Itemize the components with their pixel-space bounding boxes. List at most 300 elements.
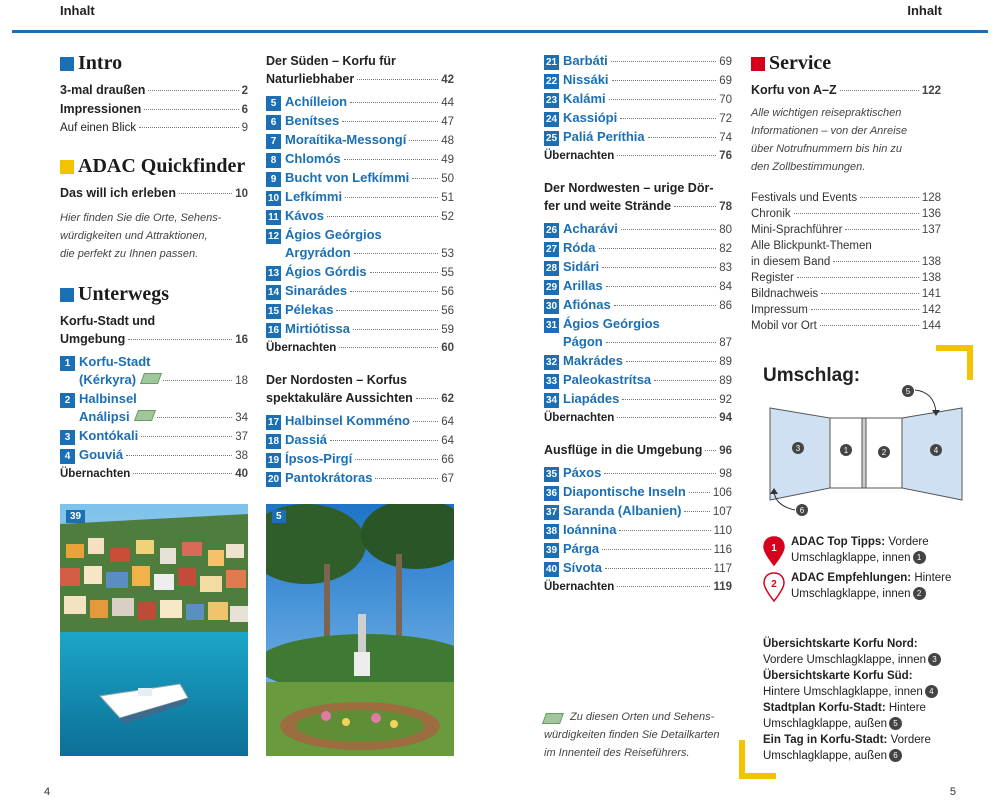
toc-entry[interactable] [60, 100, 248, 119]
place-entry[interactable] [266, 169, 454, 188]
leader-dots [860, 197, 919, 198]
place-name-cont: Argyrádon [285, 245, 351, 260]
leader-dots [602, 549, 711, 550]
place-entry[interactable] [544, 296, 732, 315]
section-intro: Intro [60, 52, 248, 75]
diagram-number: 4 [933, 446, 939, 455]
place-name: Chlomós [285, 151, 341, 166]
leader-dots [330, 440, 438, 441]
entry-page: 56 [441, 286, 454, 298]
place-name: Halbinsel [79, 391, 137, 406]
place-name-cont: Análipsi [79, 409, 130, 424]
place-entry[interactable] [266, 469, 454, 488]
place-entry[interactable] [60, 371, 248, 390]
entry-page: 106 [712, 487, 732, 499]
leader-dots [413, 421, 438, 422]
place-entry[interactable] [544, 90, 732, 109]
entry-title: 3-mal draußen [60, 83, 146, 97]
place-number: 2 [60, 393, 75, 408]
place-name: Liapádes [563, 391, 620, 406]
region-heading: Der Nordosten – Korfus [266, 373, 407, 387]
entry-title: Impressionen [60, 102, 142, 116]
place-name: Kassiópi [563, 110, 618, 125]
leader-dots [144, 109, 238, 110]
entry-page: 128 [921, 192, 941, 204]
place-number: 32 [545, 357, 558, 368]
entry-title: Mobil vor Ort [751, 320, 817, 332]
place-number: 40 [545, 564, 558, 575]
entry-page: 84 [719, 281, 732, 293]
place-number: 4 [60, 449, 75, 464]
description-line: über Notrufnummern bis hin zu [751, 143, 903, 155]
leader-dots [606, 286, 716, 287]
square-icon [60, 57, 74, 71]
toc-entry[interactable]: Korfu von A–Z 122 [751, 83, 941, 97]
leader-dots [619, 530, 710, 531]
place-name: Korfu-Stadt [79, 354, 151, 369]
leader-dots [689, 492, 710, 493]
reference-line [763, 652, 993, 668]
cover-diagram [762, 380, 972, 520]
leader-dots [606, 342, 716, 343]
entry-page: 38 [235, 450, 248, 462]
place-name: Párga [563, 541, 600, 556]
square-icon [751, 57, 765, 71]
place-number: 30 [545, 301, 558, 312]
reference-text: Hintere [914, 572, 952, 584]
place-name: Pantokrátoras [285, 470, 373, 485]
entry-page: 110 [713, 525, 732, 537]
entry-page: 87 [719, 337, 732, 349]
place-entry[interactable] [266, 282, 454, 301]
leader-dots [344, 159, 439, 160]
reference-label: Übersichtskarte Korfu Süd: [763, 670, 913, 682]
leader-dots [602, 267, 716, 268]
section-unterwegs: Unterwegs [60, 283, 248, 306]
leader-dots [148, 90, 238, 91]
place-entry[interactable] [266, 263, 454, 282]
cover-number-icon: 3 [928, 653, 941, 666]
place-number: 22 [545, 76, 558, 87]
note-line: im Innenteil des Reiseführers. [544, 747, 690, 759]
reference-label: ADAC Empfehlungen: [791, 572, 912, 584]
place-name: Diapontische Inseln [563, 484, 686, 499]
toc-entry[interactable]: Das will ich erleben 10 [60, 186, 248, 200]
place-entry[interactable] [544, 502, 732, 521]
column-4 [751, 52, 941, 334]
toc-entry[interactable] [751, 206, 941, 222]
place-entry[interactable] [266, 244, 454, 263]
toc-entry[interactable] [751, 318, 941, 334]
place-name: Lefkímmi [285, 189, 343, 204]
toc-entry[interactable] [751, 222, 941, 238]
reference-line [763, 732, 993, 748]
leader-dots [821, 293, 919, 294]
entry-page: 48 [441, 135, 454, 147]
leader-dots [794, 213, 919, 214]
place-number: 25 [545, 133, 558, 144]
leader-dots [355, 459, 438, 460]
place-entry[interactable] [544, 109, 732, 128]
toc-entry[interactable]: Übernachten 60 [266, 342, 454, 354]
photo-parga [60, 504, 248, 756]
place-name-cont: Págon [563, 334, 603, 349]
place-name: Ágios Górdis [285, 264, 367, 279]
place-entry[interactable] [544, 464, 732, 483]
reference-label: ADAC Top Tipps: [791, 536, 886, 548]
place-number: 11 [266, 210, 281, 225]
place-number: 5 [266, 96, 281, 111]
entry-page: 117 [713, 563, 732, 575]
leader-dots [350, 102, 438, 103]
toc-entry[interactable] [751, 270, 941, 286]
leader-dots [622, 399, 716, 400]
toc-entry[interactable] [751, 254, 941, 270]
place-entry[interactable] [266, 188, 454, 207]
leader-dots [409, 140, 438, 141]
toc-entry[interactable]: Übernachten 40 [60, 468, 248, 480]
place-entry[interactable] [266, 150, 454, 169]
entry-page: 69 [719, 75, 732, 87]
entry-title: Auf einen Blick [60, 122, 137, 134]
leader-dots [620, 118, 716, 119]
leader-dots [126, 455, 232, 456]
entry-page: 142 [921, 304, 941, 316]
square-icon [60, 160, 74, 174]
leader-dots [375, 478, 438, 479]
place-entry[interactable] [544, 352, 732, 371]
place-entry[interactable] [60, 446, 248, 465]
place-number: 18 [267, 436, 280, 447]
cover-reference [763, 732, 993, 764]
recommendation-icon [763, 572, 785, 602]
place-number: 7 [266, 134, 281, 149]
leader-dots [370, 272, 439, 273]
toc-entry[interactable]: Umgebung 16 [60, 332, 248, 346]
cover-number-icon: 6 [889, 749, 902, 762]
place-entry[interactable] [266, 431, 454, 450]
leader-dots [605, 568, 711, 569]
place-name: Páxos [563, 465, 602, 480]
place-number: 13 [267, 268, 280, 279]
place-entry[interactable] [266, 112, 454, 131]
toc-entry[interactable] [751, 190, 941, 206]
photo-achilleion [266, 504, 454, 756]
place-number: 31 [545, 320, 558, 331]
place-entry[interactable] [266, 207, 454, 226]
place-entry[interactable] [544, 277, 732, 296]
place-entry-line[interactable] [544, 315, 732, 333]
description-line: die perfekt zu Ihnen passen. [60, 248, 199, 260]
toc-entry[interactable]: Ausflüge in die Umgebung 96 [544, 443, 732, 457]
reference-line [791, 586, 993, 602]
group-heading: Korfu-Stadt und [60, 314, 156, 328]
cover-number-icon: 5 [889, 717, 902, 730]
place-name: Achílleion [285, 94, 348, 109]
entry-page: 52 [441, 211, 454, 223]
place-name: Nissáki [563, 72, 609, 87]
column-3 [544, 52, 732, 596]
place-entry[interactable] [544, 220, 732, 239]
place-entry[interactable] [60, 427, 248, 446]
place-entry[interactable] [266, 93, 454, 112]
toc-entry[interactable]: Naturliebhaber 42 [266, 72, 454, 86]
place-name: Mirtiótissa [285, 321, 351, 336]
leader-dots [797, 277, 919, 278]
reference-line [763, 748, 993, 764]
reference-label: Stadtplan Korfu-Stadt: [763, 702, 886, 714]
entry-page: 47 [441, 116, 454, 128]
entry-page: 144 [921, 320, 941, 332]
place-entry-line[interactable] [60, 390, 248, 408]
entry-page: 89 [719, 375, 732, 387]
place-entry[interactable] [60, 408, 248, 427]
description-line: Informationen – von der Anreise [751, 125, 908, 137]
entry-title: Mini-Sprachführer [751, 224, 843, 236]
place-entry[interactable] [266, 301, 454, 320]
leader-dots [141, 436, 232, 437]
place-name-cont: (Kérkyra) [79, 372, 137, 387]
reference-text: Umschlagklappe, innen [791, 552, 911, 564]
place-number: 39 [545, 545, 558, 556]
toc-entry[interactable]: Übernachten 94 [544, 412, 732, 424]
photo-badge: 39 [66, 510, 85, 523]
entry-page: 50 [441, 173, 454, 185]
entry-title: in diesem Band [751, 256, 831, 268]
place-number: 19 [267, 455, 280, 466]
note-line: Zu diesen Orten und Sehens- [570, 711, 715, 723]
place-entry-line[interactable] [266, 226, 454, 244]
description-line: den Zollbestimmungen. [751, 161, 866, 173]
place-name: Ípsos-Pirgí [285, 451, 353, 466]
reference-line [763, 684, 993, 700]
place-number: 23 [545, 95, 558, 106]
place-entry[interactable] [544, 559, 732, 578]
garden-palms-image [266, 504, 454, 756]
leader-dots [604, 473, 716, 474]
reference-line [763, 716, 993, 732]
place-name: Kalámi [563, 91, 606, 106]
toc-entry[interactable] [751, 286, 941, 302]
reference-text: Umschlagklappe, außen [763, 718, 888, 730]
entry-title: Festivals und Events [751, 192, 858, 204]
entry-page: 141 [921, 288, 941, 300]
place-entry[interactable] [266, 131, 454, 150]
leader-dots [599, 248, 717, 249]
toc-entry[interactable]: fer und weite Strände 78 [544, 199, 732, 213]
place-name: Paliá Períthia [563, 129, 645, 144]
entry-page: 59 [441, 324, 454, 336]
cover-number-icon: 4 [925, 685, 938, 698]
leader-dots [412, 178, 438, 179]
entry-page: 82 [719, 243, 732, 255]
leader-dots [327, 216, 438, 217]
place-name: Pélekas [285, 302, 334, 317]
entry-page: 64 [441, 416, 454, 428]
place-name: Makrádes [563, 353, 623, 368]
place-number: 24 [545, 114, 558, 125]
leader-dots [833, 261, 919, 262]
tips-box [763, 534, 993, 606]
entry-title: Alle Blickpunkt-Themen [751, 240, 872, 252]
leader-dots [345, 197, 438, 198]
place-number: 3 [60, 430, 75, 445]
reference-text: Umschlagklappe, außen [763, 750, 888, 762]
place-name: Kontókali [79, 428, 139, 443]
place-number: 33 [545, 376, 558, 387]
cover-reference [763, 534, 993, 566]
place-entry[interactable] [266, 320, 454, 339]
entry-page: 66 [441, 454, 454, 466]
leader-dots [139, 127, 239, 128]
place-entry[interactable] [544, 483, 732, 502]
entry-page: 37 [235, 431, 248, 443]
diagram-number: 2 [881, 448, 887, 457]
entry-page: 2 [241, 85, 248, 97]
reference-text: Vordere [890, 734, 931, 746]
place-number: 29 [545, 282, 558, 293]
place-entry[interactable] [544, 540, 732, 559]
entry-page: 89 [719, 356, 732, 368]
place-name: Bucht von Lefkímmi [285, 170, 410, 185]
cover-reference [763, 700, 993, 732]
section-service: Service [751, 52, 941, 75]
entry-page: 138 [921, 256, 941, 268]
reference-label: Übersichtskarte Korfu Nord: [763, 638, 918, 650]
place-entry[interactable] [544, 333, 732, 352]
place-entry[interactable] [544, 239, 732, 258]
entry-title: Bildnachweis [751, 288, 819, 300]
entry-page: 51 [441, 192, 454, 204]
place-number: 14 [267, 287, 280, 298]
leader-dots [157, 417, 233, 418]
entry-page: 67 [441, 473, 454, 485]
place-number: 28 [545, 263, 558, 274]
column-2 [266, 52, 454, 488]
diagram-number: 6 [799, 506, 805, 515]
place-entry-line[interactable] [60, 353, 248, 371]
entry-title: Chronik [751, 208, 791, 220]
description-line: Hier finden Sie die Orte, Sehens- [60, 212, 222, 224]
place-entry[interactable] [544, 258, 732, 277]
cover-reference [763, 636, 993, 668]
place-number: 37 [545, 507, 558, 518]
entry-page: 138 [921, 272, 941, 284]
note-line: würdigkeiten finden Sie Detailkarten [544, 729, 720, 741]
place-name: Afiónas [563, 297, 611, 312]
reference-line [763, 636, 993, 652]
place-number: 36 [545, 488, 558, 499]
entry-page: 34 [235, 412, 248, 424]
entry-page: 53 [441, 248, 454, 260]
leader-dots [353, 329, 438, 330]
place-entry[interactable] [544, 52, 732, 71]
reference-text: Vordere Umschlagklappe, innen [763, 654, 927, 666]
place-entry[interactable] [266, 412, 454, 431]
place-number: 34 [545, 395, 558, 406]
cover-number-icon: 2 [913, 587, 926, 600]
place-name: Moraítika-Messongí [285, 132, 407, 147]
entry-page: 70 [719, 94, 732, 106]
place-number: 21 [545, 57, 558, 68]
toc-entry[interactable]: Übernachten 76 [544, 150, 732, 162]
toc-entry[interactable]: spektakuläre Aussichten 62 [266, 391, 454, 405]
place-number: 27 [545, 244, 558, 255]
toc-entry[interactable] [60, 81, 248, 100]
place-number: 26 [545, 225, 558, 236]
section-quickfinder: ADAC Quickfinder [60, 155, 248, 178]
reference-text: Umschlagklappe, innen [791, 588, 911, 600]
place-entry[interactable] [544, 371, 732, 390]
top-tip-icon [763, 536, 785, 566]
place-entry[interactable] [266, 450, 454, 469]
place-number: 12 [267, 231, 280, 242]
entry-page: 74 [719, 132, 732, 144]
place-entry[interactable] [544, 128, 732, 147]
harbour-town-image [60, 504, 248, 756]
entry-page: 64 [441, 435, 454, 447]
place-entry[interactable] [544, 390, 732, 409]
leader-dots [811, 309, 919, 310]
place-name: Arillas [563, 278, 603, 293]
cover-reference [763, 668, 993, 700]
entry-page: 6 [241, 104, 248, 116]
page-number-right: 5 [949, 786, 956, 798]
entry-page: 107 [712, 506, 732, 518]
entry-page: 86 [719, 300, 732, 312]
entry-page: 116 [713, 544, 732, 556]
reference-line [791, 570, 993, 586]
header-rule [12, 30, 988, 33]
place-name: Sidári [563, 259, 600, 274]
leader-dots [621, 229, 716, 230]
place-number: 6 [266, 115, 281, 130]
toc-entry[interactable]: Übernachten 119 [544, 581, 732, 593]
detail-map-note [544, 708, 734, 762]
entry-page: 56 [441, 305, 454, 317]
place-name: Ioánnina [563, 522, 617, 537]
entry-page: 92 [719, 394, 732, 406]
entry-page: 136 [921, 208, 941, 220]
place-name: Halbinsel Komméno [285, 413, 410, 428]
page-number-left: 4 [44, 786, 51, 798]
column-1 [60, 52, 248, 483]
reference-text: Vordere [888, 536, 929, 548]
entry-page: 55 [441, 267, 454, 279]
leader-dots [354, 253, 438, 254]
place-entry[interactable] [544, 71, 732, 90]
region-heading: Der Süden – Korfu für [266, 54, 396, 68]
entry-title: Impressum [751, 304, 808, 316]
place-entry[interactable] [544, 521, 732, 540]
place-number: 16 [267, 325, 280, 336]
place-name: Dassiá [285, 432, 327, 447]
entry-page: 98 [719, 468, 732, 480]
diagram-number: 1 [843, 446, 849, 455]
leader-dots [648, 137, 717, 138]
reference-line [763, 668, 993, 684]
reference-text: Hintere Umschlagklappe, innen [763, 686, 923, 698]
place-number: 8 [266, 153, 281, 168]
place-name: Paleokastrítsa [563, 372, 652, 387]
place-name: Saranda (Albanien) [563, 503, 682, 518]
toc-entry[interactable] [60, 119, 248, 137]
toc-entry[interactable] [751, 302, 941, 318]
map-icon [134, 410, 156, 421]
maps-box [763, 636, 993, 764]
leader-dots [342, 121, 438, 122]
umschlag-title: Umschlag: [763, 365, 861, 386]
